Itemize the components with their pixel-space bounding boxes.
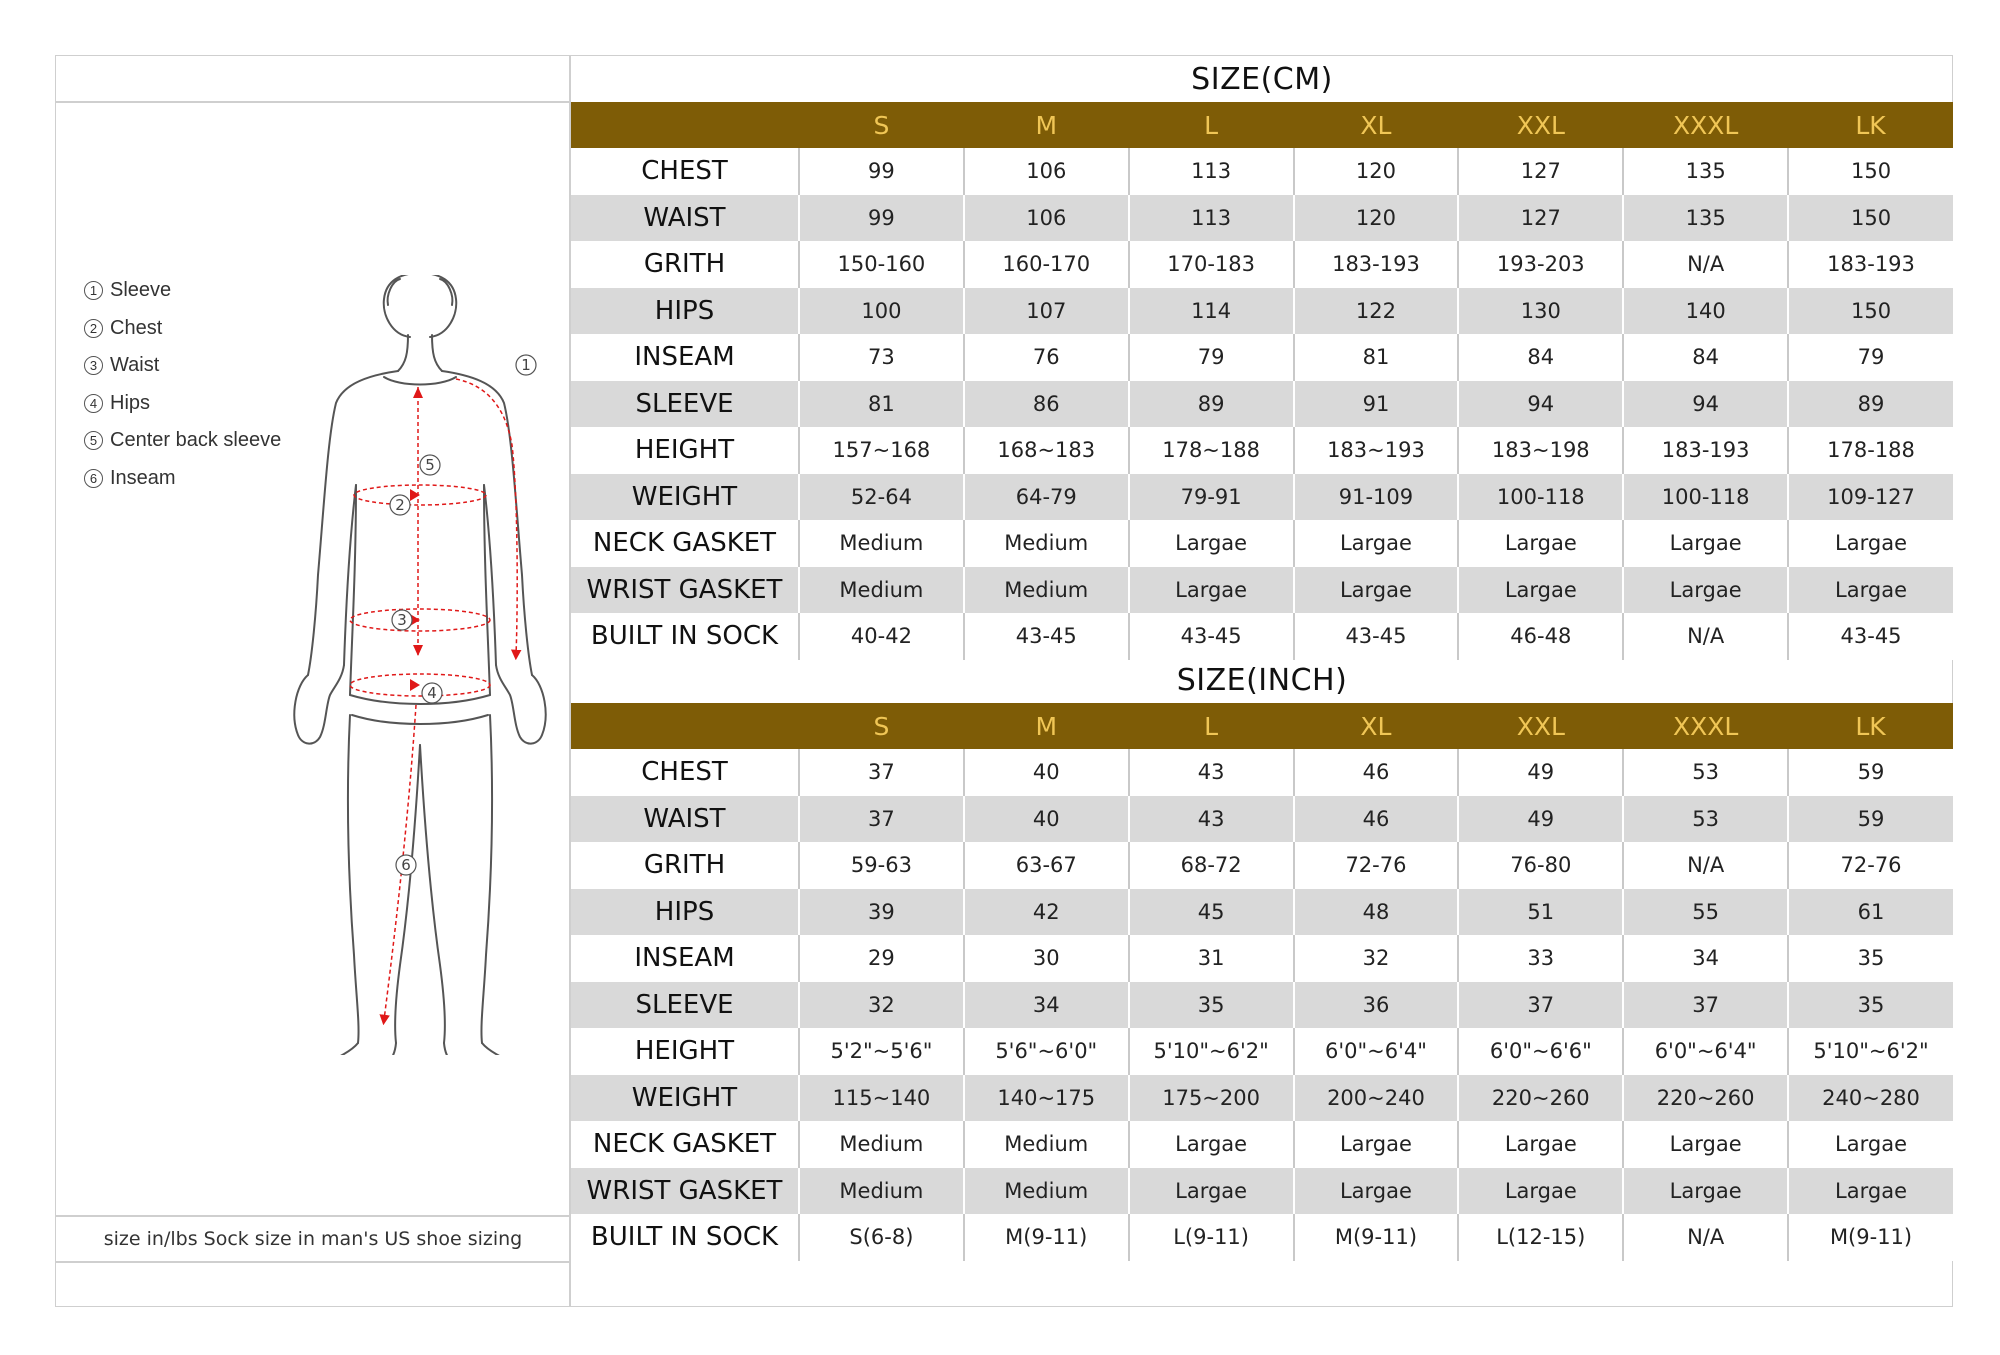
size-value-cell: Largae — [1458, 567, 1623, 614]
size-value-cell: 49 — [1458, 796, 1623, 843]
table-row — [571, 1121, 1953, 1168]
size-value-cell: 160-170 — [964, 241, 1129, 288]
body-measurement-figure — [280, 275, 580, 1055]
marker-label: 4 — [427, 684, 437, 702]
size-value-cell: 113 — [1129, 148, 1294, 195]
size-value-cell: 52-64 — [799, 474, 964, 521]
size-value-cell: 150 — [1788, 288, 1953, 335]
size-value-cell: 6'0"~6'6" — [1458, 1028, 1623, 1075]
size-value-cell: 135 — [1623, 148, 1788, 195]
cm-header-row — [571, 102, 1953, 148]
marker-label: 2 — [395, 496, 405, 514]
table-row — [571, 195, 1953, 242]
legend-item — [84, 310, 281, 348]
size-value-cell: 220~260 — [1623, 1075, 1788, 1122]
size-value-cell: 84 — [1623, 334, 1788, 381]
sizing-footnote: size in/lbs Sock size in man's US shoe sizing — [103, 1227, 523, 1250]
size-value-cell: 59 — [1788, 749, 1953, 796]
row-label: SLEEVE — [571, 982, 799, 1029]
size-value-cell: 150 — [1788, 148, 1953, 195]
table-row — [571, 982, 1953, 1029]
size-value-cell: 46-48 — [1458, 613, 1623, 660]
size-value-cell: 94 — [1623, 381, 1788, 428]
size-value-cell: 175~200 — [1129, 1075, 1294, 1122]
legend-item — [84, 422, 281, 460]
size-value-cell: Largae — [1623, 520, 1788, 567]
size-value-cell: 43-45 — [964, 613, 1129, 660]
size-value-cell: 115~140 — [799, 1075, 964, 1122]
size-value-cell: 79 — [1788, 334, 1953, 381]
size-value-cell: 34 — [1623, 935, 1788, 982]
size-value-cell: 5'10"~6'2" — [1788, 1028, 1953, 1075]
row-label: WRIST GASKET — [571, 567, 799, 614]
size-value-cell: 37 — [799, 796, 964, 843]
table-row — [571, 427, 1953, 474]
table-row — [571, 474, 1953, 521]
size-value-cell: 183~198 — [1458, 427, 1623, 474]
size-value-cell: 170-183 — [1129, 241, 1294, 288]
size-value-cell: 61 — [1788, 889, 1953, 936]
size-value-cell: 183-193 — [1788, 241, 1953, 288]
marker-label: 3 — [397, 611, 407, 629]
size-value-cell: Largae — [1294, 567, 1459, 614]
legend-number: 5 — [84, 431, 103, 450]
marker-label: 1 — [521, 356, 531, 374]
size-value-cell: 68-72 — [1129, 842, 1294, 889]
header-size-l: L — [1129, 102, 1294, 148]
size-value-cell: Largae — [1458, 520, 1623, 567]
size-value-cell: 150 — [1788, 195, 1953, 242]
size-value-cell: 100 — [799, 288, 964, 335]
size-value-cell: 86 — [964, 381, 1129, 428]
size-value-cell: L(9-11) — [1129, 1214, 1294, 1261]
size-value-cell: 45 — [1129, 889, 1294, 936]
row-label: CHEST — [571, 749, 799, 796]
size-value-cell: 42 — [964, 889, 1129, 936]
header-size-xl: XL — [1294, 102, 1459, 148]
size-value-cell: 140~175 — [964, 1075, 1129, 1122]
table-row — [571, 749, 1953, 796]
header-size-lk: LK — [1788, 102, 1953, 148]
size-value-cell: 6'0"~6'4" — [1294, 1028, 1459, 1075]
size-value-cell: 35 — [1129, 982, 1294, 1029]
table-row — [571, 842, 1953, 889]
legend-item — [84, 272, 281, 310]
size-value-cell: 72-76 — [1294, 842, 1459, 889]
size-value-cell: 46 — [1294, 749, 1459, 796]
header-corner — [571, 703, 799, 749]
size-value-cell: 43 — [1129, 749, 1294, 796]
size-value-cell: 89 — [1788, 381, 1953, 428]
size-value-cell: 30 — [964, 935, 1129, 982]
size-value-cell: 29 — [799, 935, 964, 982]
row-label: GRITH — [571, 241, 799, 288]
size-value-cell: 183-193 — [1294, 241, 1459, 288]
header-size-xxl: XXL — [1458, 703, 1623, 749]
size-value-cell: Medium — [799, 1168, 964, 1215]
size-value-cell: Medium — [964, 1121, 1129, 1168]
size-value-cell: Largae — [1788, 1121, 1953, 1168]
legend-number: 4 — [84, 394, 103, 413]
cm-size-table — [571, 102, 1953, 660]
legend-label: Sleeve — [110, 279, 172, 302]
legend-number: 3 — [84, 356, 103, 375]
table-row — [571, 567, 1953, 614]
table-row — [571, 381, 1953, 428]
size-value-cell: 36 — [1294, 982, 1459, 1029]
size-value-cell: 37 — [1623, 982, 1788, 1029]
legend-label: Hips — [110, 391, 151, 414]
legend-item — [84, 347, 281, 385]
row-label: HEIGHT — [571, 1028, 799, 1075]
size-value-cell: Largae — [1129, 567, 1294, 614]
size-value-cell: 43-45 — [1294, 613, 1459, 660]
size-value-cell: 39 — [799, 889, 964, 936]
size-value-cell: 130 — [1458, 288, 1623, 335]
size-value-cell: 43-45 — [1129, 613, 1294, 660]
size-value-cell: 84 — [1458, 334, 1623, 381]
size-value-cell: 81 — [799, 381, 964, 428]
row-label: INSEAM — [571, 334, 799, 381]
size-value-cell: 81 — [1294, 334, 1459, 381]
size-value-cell: 31 — [1129, 935, 1294, 982]
size-value-cell: Medium — [964, 1168, 1129, 1215]
size-value-cell: 55 — [1623, 889, 1788, 936]
size-value-cell: 46 — [1294, 796, 1459, 843]
size-value-cell: 35 — [1788, 935, 1953, 982]
table-row — [571, 1075, 1953, 1122]
table-row — [571, 889, 1953, 936]
size-value-cell: 183~193 — [1294, 427, 1459, 474]
table-row — [571, 1214, 1953, 1261]
row-label: BUILT IN SOCK — [571, 613, 799, 660]
size-value-cell: 89 — [1129, 381, 1294, 428]
header-size-m: M — [964, 703, 1129, 749]
size-value-cell: 53 — [1623, 749, 1788, 796]
legend-number: 2 — [84, 319, 103, 338]
size-value-cell: 40-42 — [799, 613, 964, 660]
size-value-cell: 178~188 — [1129, 427, 1294, 474]
row-label: BUILT IN SOCK — [571, 1214, 799, 1261]
size-value-cell: Largae — [1458, 1168, 1623, 1215]
size-value-cell: 127 — [1458, 148, 1623, 195]
size-value-cell: 79-91 — [1129, 474, 1294, 521]
table-row — [571, 613, 1953, 660]
row-label: HIPS — [571, 889, 799, 936]
size-value-cell: Medium — [799, 520, 964, 567]
size-value-cell: 59 — [1788, 796, 1953, 843]
row-label: NECK GASKET — [571, 520, 799, 567]
size-value-cell: 100-118 — [1623, 474, 1788, 521]
inch-header-row — [571, 703, 1953, 749]
header-size-lk: LK — [1788, 703, 1953, 749]
header-size-xxxl: XXXL — [1623, 703, 1788, 749]
size-value-cell: 200~240 — [1294, 1075, 1459, 1122]
size-value-cell: 33 — [1458, 935, 1623, 982]
size-value-cell: 114 — [1129, 288, 1294, 335]
measurement-arrows — [410, 387, 423, 691]
size-value-cell: 178-188 — [1788, 427, 1953, 474]
size-value-cell: 48 — [1294, 889, 1459, 936]
size-value-cell: 168~183 — [964, 427, 1129, 474]
size-value-cell: 32 — [799, 982, 964, 1029]
size-value-cell: 37 — [799, 749, 964, 796]
size-value-cell: 220~260 — [1458, 1075, 1623, 1122]
size-value-cell: 120 — [1294, 195, 1459, 242]
legend-label: Inseam — [110, 466, 176, 489]
size-value-cell: Medium — [964, 520, 1129, 567]
size-value-cell: M(9-11) — [964, 1214, 1129, 1261]
size-value-cell: Largae — [1788, 567, 1953, 614]
size-value-cell: 94 — [1458, 381, 1623, 428]
inch-table-title: SIZE(INCH) — [1176, 662, 1348, 698]
left-footnote-divider-bottom — [55, 1261, 571, 1263]
size-value-cell: 140 — [1623, 288, 1788, 335]
size-value-cell: Medium — [964, 567, 1129, 614]
row-label: HIPS — [571, 288, 799, 335]
size-value-cell: 43-45 — [1788, 613, 1953, 660]
size-value-cell: Medium — [799, 567, 964, 614]
size-value-cell: 5'6"~6'0" — [964, 1028, 1129, 1075]
size-value-cell: 53 — [1623, 796, 1788, 843]
size-value-cell: L(12-15) — [1458, 1214, 1623, 1261]
left-top-divider — [55, 101, 571, 103]
row-label: WAIST — [571, 195, 799, 242]
size-value-cell: 72-76 — [1788, 842, 1953, 889]
size-value-cell: 35 — [1788, 982, 1953, 1029]
size-value-cell: Medium — [799, 1121, 964, 1168]
row-label: GRITH — [571, 842, 799, 889]
size-value-cell: M(9-11) — [1294, 1214, 1459, 1261]
legend-label: Center back sleeve — [110, 429, 282, 452]
size-value-cell: 113 — [1129, 195, 1294, 242]
size-value-cell: 135 — [1623, 195, 1788, 242]
table-row — [571, 288, 1953, 335]
row-label: NECK GASKET — [571, 1121, 799, 1168]
row-label: WAIST — [571, 796, 799, 843]
size-value-cell: 106 — [964, 148, 1129, 195]
size-value-cell: S(6-8) — [799, 1214, 964, 1261]
size-value-cell: Largae — [1129, 1168, 1294, 1215]
legend-item — [84, 460, 281, 498]
size-value-cell: 91 — [1294, 381, 1459, 428]
size-value-cell: 91-109 — [1294, 474, 1459, 521]
cm-table-title: SIZE(CM) — [1191, 61, 1333, 97]
size-value-cell: 100-118 — [1458, 474, 1623, 521]
size-value-cell: Largae — [1788, 1168, 1953, 1215]
size-value-cell: 64-79 — [964, 474, 1129, 521]
size-value-cell: Largae — [1458, 1121, 1623, 1168]
size-value-cell: 157~168 — [799, 427, 964, 474]
header-size-s: S — [799, 102, 964, 148]
row-label: WRIST GASKET — [571, 1168, 799, 1215]
measurement-markers — [390, 355, 536, 875]
size-value-cell: 109-127 — [1788, 474, 1953, 521]
size-value-cell: 106 — [964, 195, 1129, 242]
header-corner — [571, 102, 799, 148]
size-value-cell: 6'0"~6'4" — [1623, 1028, 1788, 1075]
table-row — [571, 1028, 1953, 1075]
size-value-cell: Largae — [1623, 1121, 1788, 1168]
size-value-cell: M(9-11) — [1788, 1214, 1953, 1261]
size-value-cell: 127 — [1458, 195, 1623, 242]
size-value-cell: 183-193 — [1623, 427, 1788, 474]
legend-label: Waist — [110, 354, 160, 377]
size-value-cell: N/A — [1623, 241, 1788, 288]
size-value-cell: Largae — [1623, 1168, 1788, 1215]
size-value-cell: 79 — [1129, 334, 1294, 381]
size-value-cell: 73 — [799, 334, 964, 381]
row-label: CHEST — [571, 148, 799, 195]
inch-size-table — [571, 703, 1953, 1261]
row-label: WEIGHT — [571, 474, 799, 521]
row-label: HEIGHT — [571, 427, 799, 474]
marker-label: 5 — [425, 456, 435, 474]
size-value-cell: 240~280 — [1788, 1075, 1953, 1122]
size-value-cell: Largae — [1129, 520, 1294, 567]
row-label: SLEEVE — [571, 381, 799, 428]
size-value-cell: N/A — [1623, 613, 1788, 660]
size-value-cell: Largae — [1294, 1168, 1459, 1215]
size-value-cell: 120 — [1294, 148, 1459, 195]
size-value-cell: 99 — [799, 195, 964, 242]
size-value-cell: 5'10"~6'2" — [1129, 1028, 1294, 1075]
size-value-cell: 40 — [964, 749, 1129, 796]
table-row — [571, 520, 1953, 567]
legend-label: Chest — [110, 316, 163, 339]
size-value-cell: Largae — [1129, 1121, 1294, 1168]
size-value-cell: 51 — [1458, 889, 1623, 936]
header-size-m: M — [964, 102, 1129, 148]
size-value-cell: 76-80 — [1458, 842, 1623, 889]
size-value-cell: 49 — [1458, 749, 1623, 796]
row-label: WEIGHT — [571, 1075, 799, 1122]
size-value-cell: 59-63 — [799, 842, 964, 889]
row-label: INSEAM — [571, 935, 799, 982]
legend-item — [84, 385, 281, 423]
size-value-cell: Largae — [1623, 567, 1788, 614]
size-value-cell: 107 — [964, 288, 1129, 335]
measurement-legend — [84, 272, 281, 497]
size-value-cell: Largae — [1788, 520, 1953, 567]
legend-number: 6 — [84, 469, 103, 488]
size-value-cell: 76 — [964, 334, 1129, 381]
size-value-cell: 122 — [1294, 288, 1459, 335]
size-value-cell: Largae — [1294, 520, 1459, 567]
size-value-cell: N/A — [1623, 842, 1788, 889]
table-row — [571, 334, 1953, 381]
size-value-cell: Largae — [1294, 1121, 1459, 1168]
marker-label: 6 — [401, 856, 411, 874]
size-value-cell: 34 — [964, 982, 1129, 1029]
size-value-cell: 43 — [1129, 796, 1294, 843]
table-row — [571, 241, 1953, 288]
header-size-l: L — [1129, 703, 1294, 749]
table-row — [571, 935, 1953, 982]
size-value-cell: 5'2"~5'6" — [799, 1028, 964, 1075]
size-value-cell: N/A — [1623, 1214, 1788, 1261]
header-size-xxxl: XXXL — [1623, 102, 1788, 148]
table-row — [571, 796, 1953, 843]
table-row — [571, 1168, 1953, 1215]
size-value-cell: 193-203 — [1458, 241, 1623, 288]
size-value-cell: 40 — [964, 796, 1129, 843]
header-size-xxl: XXL — [1458, 102, 1623, 148]
legend-number: 1 — [84, 281, 103, 300]
size-value-cell: 63-67 — [964, 842, 1129, 889]
size-value-cell: 99 — [799, 148, 964, 195]
size-value-cell: 37 — [1458, 982, 1623, 1029]
table-row — [571, 148, 1953, 195]
size-value-cell: 32 — [1294, 935, 1459, 982]
size-value-cell: 150-160 — [799, 241, 964, 288]
header-size-s: S — [799, 703, 964, 749]
header-size-xl: XL — [1294, 703, 1459, 749]
